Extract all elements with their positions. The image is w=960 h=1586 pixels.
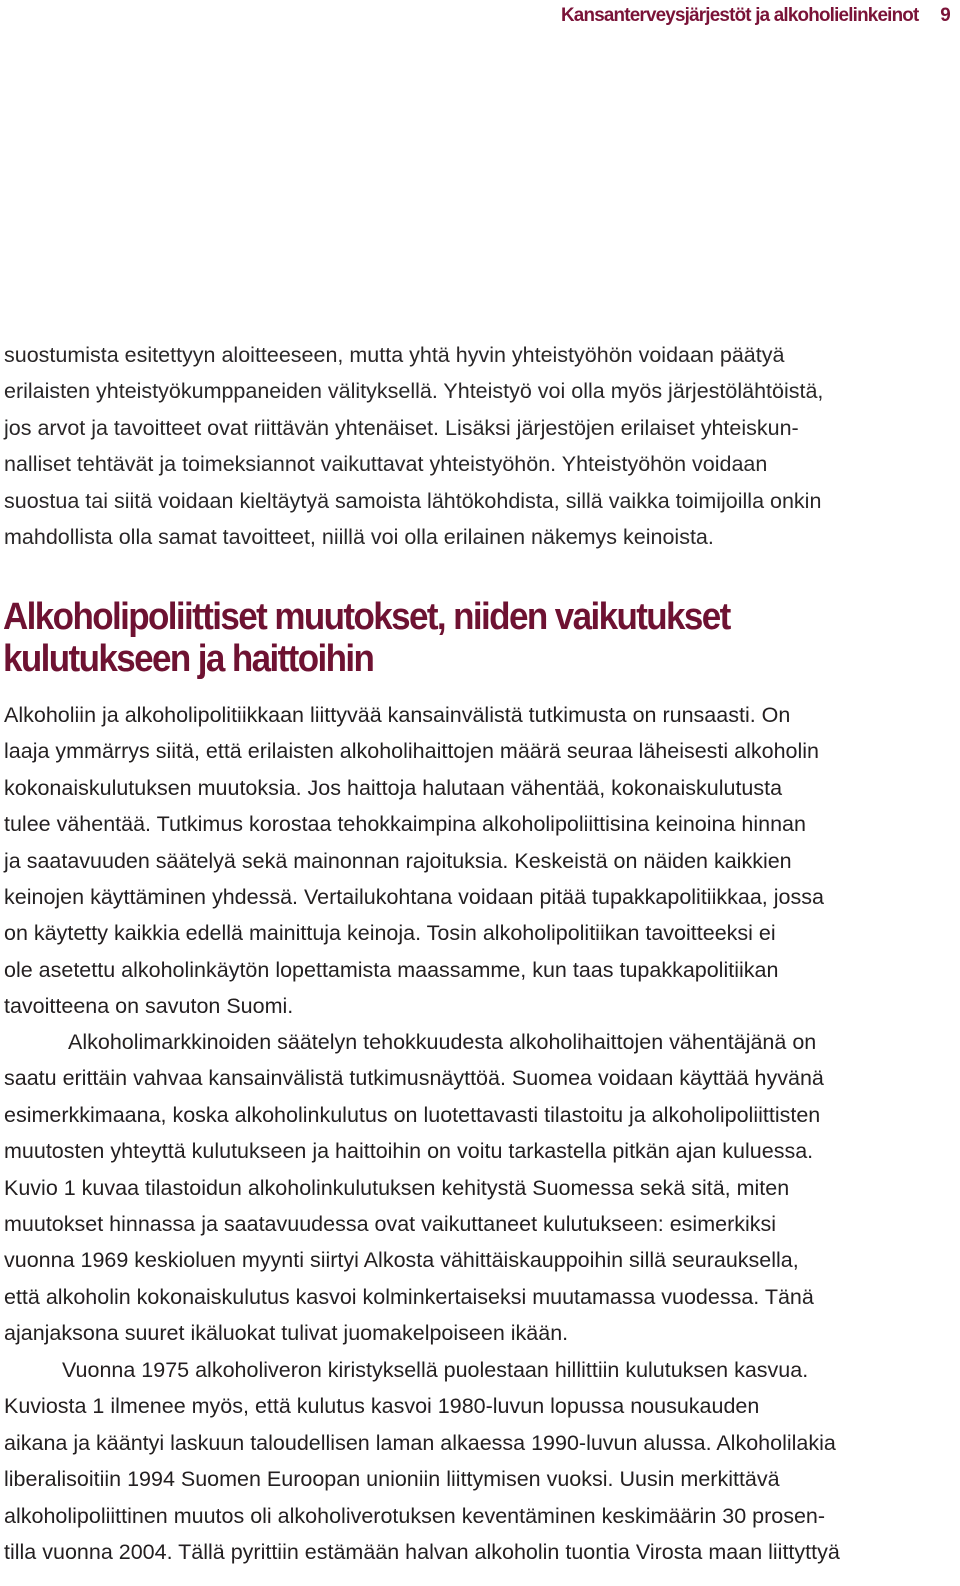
text-line: liberalisoitiin 1994 Suomen Euroopan unioniin liittymisen vuoksi. Uusin merkittävä <box>4 1467 780 1492</box>
text-line: esimerkkimaana, koska alkoholinkulutus on luotettavasti tilastoitu ja alkoholipoliittisten <box>4 1102 821 1127</box>
text-line: ja saatavuuden säätelyä sekä mainonnan rajoituksia. Keskeistä on näiden kaikkien <box>4 848 792 873</box>
text-line: Alkoholiin ja alkoholipolitiikkaan liittyvää kansainvälistä tutkimusta on runsaasti. On <box>4 703 791 727</box>
text-line: Kuvio 1 kuvaa tilastoidun alkoholinkulutuksen kehitystä Suomessa sekä sitä, miten <box>4 1175 790 1200</box>
text-line: muutokset hinnassa ja saatavuudessa ovat vaikuttaneet kulutukseen: esimerkiksi <box>4 1212 777 1237</box>
text-line: vuonna 1969 keskioluen myynti siirtyi Alkosta vähittäiskauppoihin sillä seurauksella, <box>4 1248 799 1273</box>
text-line: suostumista esitettyyn aloitteeseen, mutta yhtä hyvin yhteistyöhön voidaan päätyä <box>4 343 785 367</box>
text-line: alkoholipoliittinen muutos oli alkoholiverotuksen keventäminen keskimäärin 30 prosen- <box>4 1503 826 1528</box>
text-line: ajanjaksona suuret ikäluokat tulivat juomakelpoiseen ikään. <box>4 1321 569 1346</box>
text-line: aikana ja kääntyi laskuun taloudellisen laman alkaessa 1990-luvun alussa. Alkoholilakia <box>4 1430 836 1455</box>
text-line: tulee vähentää. Tutkimus korostaa tehokkaimpina alkoholipoliittisina keinoina hinnan <box>4 812 806 837</box>
text-line: ole asetettu alkoholinkäytön lopettamista maassamme, kun taas tupakkapolitiikan <box>4 957 779 982</box>
page-number: 9 <box>939 5 951 26</box>
body-paragraph-2 <box>4 1024 824 1352</box>
running-title: Kansanterveysjärjestöt ja alkoholielinkeinot <box>560 5 919 26</box>
text-line: nalliset tehtävät ja toimeksiannot vaikuttavat yhteistyöhön. Yhteistyöhön voidaan <box>4 452 768 477</box>
text-line: laaja ymmärrys siitä, että erilaisten alkoholihaittojen määrä seuraa läheisesti alkoholin <box>4 739 820 764</box>
text-line: keinojen käyttäminen yhdessä. Vertailukohtana voidaan pitää tupakkapolitiikkaa, jossa <box>4 885 824 910</box>
running-header <box>561 4 957 28</box>
text-line: muutosten yhteyttä kulutukseen ja haittoihin on voitu tarkastella pitkän ajan kuluessa. <box>4 1139 814 1164</box>
text-line: mahdollista olla samat tavoitteet, niillä voi olla erilainen näkemys keinoista. <box>4 525 714 550</box>
text-line: Kuviosta 1 ilmenee myös, että kulutus kasvoi 1980-luvun lopussa nousukauden <box>4 1394 760 1419</box>
text-line: jos arvot ja tavoitteet ovat riittävän yhtenäiset. Lisäksi järjestöjen erilaiset yhteiskun- <box>4 415 799 440</box>
text-line: erilaisten yhteistyökumppaneiden välityksellä. Yhteistyö voi olla myös järjestölähtöistä, <box>4 379 824 404</box>
text-line: Vuonna 1975 alkoholiveron kiristyksellä puolestaan hillittiin kulutuksen kasvua. <box>62 1358 809 1382</box>
body-paragraph-3 <box>4 1352 840 1570</box>
text-line: tavoitteena on savuton Suomi. <box>4 994 294 1019</box>
section-heading <box>3 596 730 680</box>
body-paragraph-1 <box>4 697 824 1025</box>
intro-paragraph <box>4 337 823 555</box>
heading-line: kulutukseen ja haittoihin <box>3 637 374 680</box>
text-line: on käytetty kaikkia edellä mainittuja keinoja. Tosin alkoholipolitiikan tavoitteeksi ei <box>4 921 776 946</box>
text-line: saatu erittäin vahvaa kansainvälistä tutkimusnäyttöä. Suomea voidaan käyttää hyvänä <box>4 1066 824 1091</box>
text-line: tilla vuonna 2004. Tällä pyrittiin estämään halvan alkoholin tuontia Virosta maan liittyttyä <box>4 1540 840 1565</box>
text-line: Alkoholimarkkinoiden säätelyn tehokkuudesta alkoholihaittojen vähentäjänä on <box>68 1030 817 1054</box>
text-line: kokonaiskulutuksen muutoksia. Jos haittoja halutaan vähentää, kokonaiskulutusta <box>4 775 783 800</box>
heading-line: Alkoholipoliittiset muutokset, niiden vaikutukset <box>3 595 730 638</box>
text-line: että alkoholin kokonaiskulutus kasvoi kolminkertaiseksi muutamassa vuodessa. Tänä <box>4 1284 814 1309</box>
text-line: suostua tai siitä voidaan kieltäytyä samoista lähtökohdista, sillä vaikka toimijoilla onkin <box>4 488 822 513</box>
